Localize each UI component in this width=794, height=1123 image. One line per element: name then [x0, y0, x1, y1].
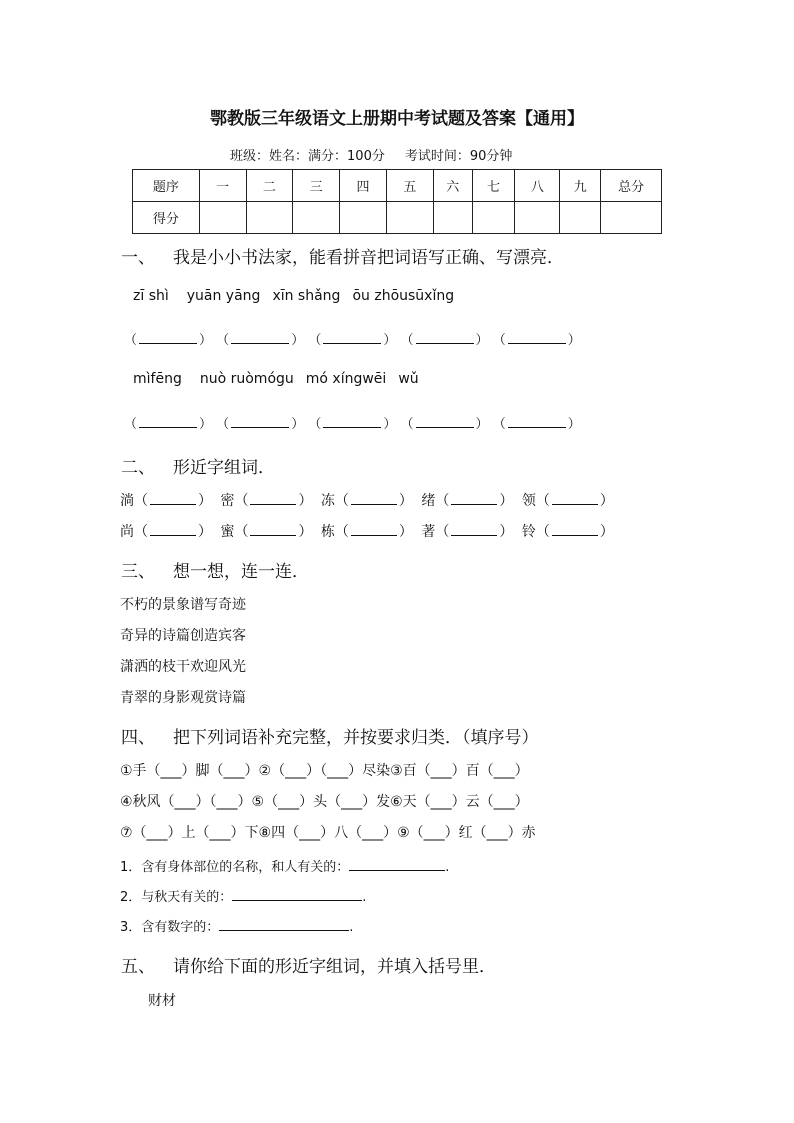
s5-chars: 财材 [148, 993, 176, 1009]
answer-blank[interactable] [150, 523, 196, 536]
pinyin: nuò ruòmógu [199, 371, 294, 387]
answer-blank[interactable] [139, 415, 197, 428]
pinyin: mó xíngwēi [305, 371, 387, 387]
row-label: 得分 [133, 202, 200, 234]
pinyin: ōu zhōusūxǐng [352, 288, 455, 304]
header-cell: 三 [293, 170, 340, 202]
answer-blank[interactable] [351, 492, 397, 505]
pinyin: zī shì [133, 288, 169, 304]
char: 蜜 [220, 524, 235, 540]
page-title: 鄂教版三年级语文上册期中考试题及答案【通用】 [210, 109, 584, 129]
char-row-1: 淌（ ） 密（ ） 冻（ ） 绪（ ） 领（ ） [120, 493, 614, 509]
section-5-heading: 五、 请你给下面的形近字组词，并填入括号里． [121, 957, 496, 977]
pinyin-row-2 [133, 371, 431, 387]
answer-blank[interactable] [231, 331, 289, 344]
answer-blank[interactable] [150, 492, 196, 505]
section-4-heading: 四、 把下列词语补充完整，并按要求归类．（填序号） [121, 728, 539, 748]
section-2-heading: 二、 形近字组词． [121, 458, 275, 478]
char: 铃 [521, 524, 536, 540]
header-cell: 题序 [133, 170, 200, 202]
answer-blank[interactable] [552, 492, 598, 505]
fill-line: ①手（___）脚（___）②（___）（___）尽染③百（___）百（___） [120, 763, 529, 779]
answer-line[interactable] [219, 918, 349, 931]
header-cell: 七 [472, 170, 515, 202]
match-line: 潇洒的枝干欢迎风光 [120, 659, 246, 675]
pinyin-row-1 [133, 288, 466, 304]
char: 领 [521, 493, 536, 509]
header-cell: 四 [340, 170, 387, 202]
header-cell: 二 [246, 170, 293, 202]
exam-time: 考试时间：90分钟 [404, 149, 513, 164]
header-cell: 六 [433, 170, 472, 202]
answer-blank[interactable] [552, 523, 598, 536]
pinyin: wǔ [398, 371, 419, 387]
score-cell[interactable] [515, 202, 560, 234]
answer-blank[interactable] [451, 492, 497, 505]
score-cell[interactable] [199, 202, 246, 234]
match-line: 青翠的身影观赏诗篇 [120, 690, 246, 706]
section-1-heading: 一、 我是小小书法家，能看拼音把词语写正确、写漂亮． [121, 248, 564, 268]
score-cell[interactable] [472, 202, 515, 234]
char: 著 [421, 524, 436, 540]
answer-row-2: （ ） （ ） （ ） （ ） （ ） [124, 417, 581, 432]
char: 密 [220, 493, 235, 509]
score-row [133, 202, 662, 234]
fill-line: ⑦（___）上（___）下⑧四（___）八（___）⑨（___）红（___）赤 [120, 825, 536, 841]
answer-blank[interactable] [139, 331, 197, 344]
answer-blank[interactable] [351, 523, 397, 536]
answer-line[interactable] [232, 888, 362, 901]
name-label: 姓名： [269, 149, 309, 164]
answer-blank[interactable] [508, 331, 566, 344]
answer-blank[interactable] [231, 415, 289, 428]
header-cell: 五 [386, 170, 433, 202]
answer-blank[interactable] [416, 331, 474, 344]
match-line: 奇异的诗篇创造宾客 [120, 628, 246, 644]
answer-line[interactable] [349, 858, 445, 871]
score-cell[interactable] [386, 202, 433, 234]
header-cell: 九 [560, 170, 601, 202]
answer-blank[interactable] [416, 415, 474, 428]
fill-line: ④秋风（___）（___）⑤（___）头（___）发⑥天（___）云（___） [120, 794, 529, 810]
char: 尚 [120, 524, 134, 540]
pinyin: xīn shǎng [272, 288, 341, 304]
answer-blank[interactable] [508, 415, 566, 428]
answer-blank[interactable] [250, 523, 296, 536]
exam-info [230, 145, 512, 164]
score-cell[interactable] [246, 202, 293, 234]
answer-blank[interactable] [250, 492, 296, 505]
score-cell[interactable] [601, 202, 662, 234]
score-cell[interactable] [560, 202, 601, 234]
full-score: 满分：100分 [308, 149, 385, 164]
score-cell[interactable] [293, 202, 340, 234]
char: 冻 [320, 493, 335, 509]
pinyin: yuān yāng [186, 288, 261, 304]
header-cell: 八 [515, 170, 560, 202]
score-cell[interactable] [433, 202, 472, 234]
score-cell[interactable] [340, 202, 387, 234]
question-3: 3．含有数字的： . [120, 920, 354, 935]
answer-blank[interactable] [323, 415, 381, 428]
char: 淌 [120, 493, 134, 509]
score-header-row [133, 170, 662, 202]
char: 栋 [320, 524, 335, 540]
char: 绪 [421, 493, 436, 509]
char-row-2: 尚（ ） 蜜（ ） 栋（ ） 著（ ） 铃（ ） [120, 524, 614, 540]
header-cell: 一 [199, 170, 246, 202]
match-line: 不朽的景象谱写奇迹 [120, 597, 246, 613]
header-cell: 总分 [601, 170, 662, 202]
section-3-heading: 三、 想一想，连一连． [121, 562, 309, 582]
score-table [132, 169, 662, 234]
answer-blank[interactable] [451, 523, 497, 536]
question-1: 1．含有身体部位的名称，和人有关的： . [120, 860, 450, 875]
class-label: 班级： [230, 149, 270, 164]
question-2: 2．与秋天有关的： . [120, 890, 367, 905]
answer-blank[interactable] [323, 331, 381, 344]
pinyin: mìfēng [133, 371, 182, 387]
answer-row-1: （ ） （ ） （ ） （ ） （ ） [124, 333, 581, 348]
